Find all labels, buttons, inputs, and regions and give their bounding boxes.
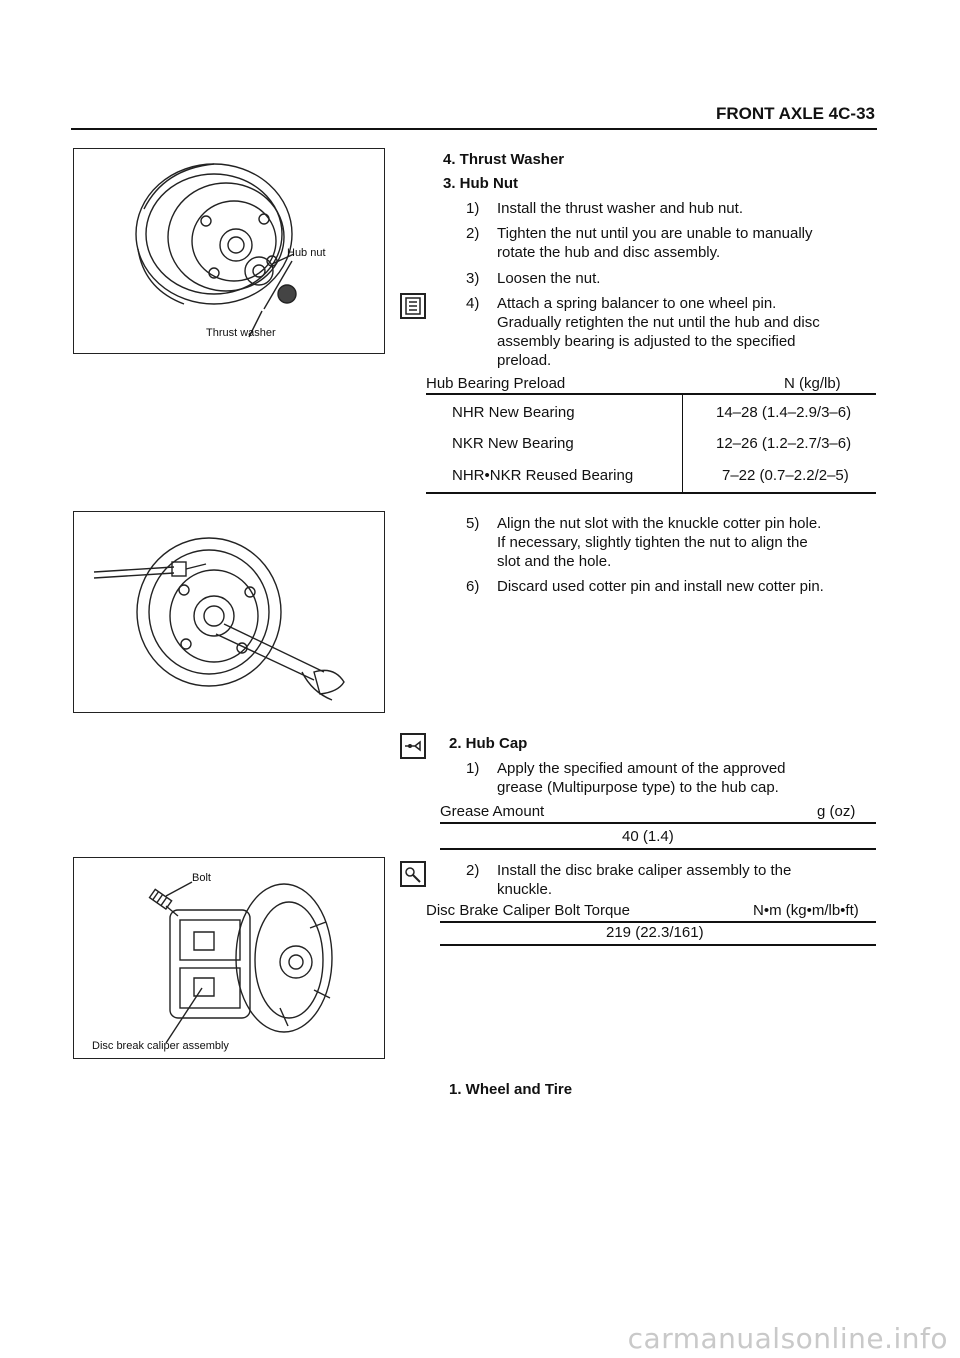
- step-num: 6): [466, 578, 480, 595]
- step-text: slot and the hole.: [497, 553, 612, 570]
- table-rule: [440, 822, 876, 824]
- label-bolt: Bolt: [192, 872, 211, 884]
- table-rule: [426, 393, 876, 395]
- step-text: Tighten the nut until you are unable to manually: [497, 225, 813, 242]
- heading-thrust-washer: 4. Thrust Washer: [443, 151, 565, 168]
- label-caliper-assembly: Disc break caliper assembly: [92, 1040, 229, 1052]
- step-text: grease (Multipurpose type) to the hub cap.: [497, 779, 779, 796]
- label-thrust-washer: Thrust washer: [206, 327, 276, 339]
- header-rule: [71, 128, 877, 130]
- figure-caliper: [73, 857, 385, 1059]
- step-text: Apply the specified amount of the approved: [497, 760, 786, 777]
- heading-wheel-and-tire: 1. Wheel and Tire: [449, 1081, 573, 1098]
- figure-hub-nut: [73, 148, 385, 354]
- step-text: assembly bearing is adjusted to the specified: [497, 333, 796, 350]
- step-text: Install the disc brake caliper assembly to the: [497, 862, 792, 879]
- torque-table-unit: N•m (kg•m/lb•ft): [753, 902, 859, 919]
- table-row-label: NHR New Bearing: [452, 404, 575, 421]
- grease-value: 40 (1.4): [622, 828, 674, 845]
- step-text: Align the nut slot with the knuckle cotter pin hole.: [497, 515, 822, 532]
- table-rule: [440, 848, 876, 850]
- step-text: Loosen the nut.: [497, 270, 601, 287]
- step-num: 1): [466, 760, 480, 777]
- step-num: 2): [466, 225, 480, 242]
- table-rule: [426, 492, 876, 494]
- step-text: Gradually retighten the nut until the hub and disc: [497, 314, 820, 331]
- table-row-value: 14–28 (1.4–2.9/3–6): [716, 404, 852, 421]
- table-row-value: 7–22 (0.7–2.2/2–5): [722, 467, 849, 484]
- page-header-title: FRONT AXLE 4C-33: [715, 104, 875, 123]
- step-num: 4): [466, 295, 480, 312]
- label-hub-nut: Hub nut: [287, 247, 326, 259]
- heading-hub-nut: 3. Hub Nut: [443, 175, 518, 192]
- preload-table-title: Hub Bearing Preload: [426, 375, 566, 392]
- step-text: knuckle.: [497, 881, 553, 898]
- step-text: Install the thrust washer and hub nut.: [497, 200, 743, 217]
- table-row-label: NHR•NKR Reused Bearing: [452, 467, 634, 484]
- step-text: Attach a spring balancer to one wheel pin.: [497, 295, 777, 312]
- step-text: preload.: [497, 352, 552, 369]
- grease-table-title: Grease Amount: [440, 803, 545, 820]
- figure-spring-balancer: [73, 511, 385, 713]
- step-num: 5): [466, 515, 480, 532]
- table-divider: [682, 395, 683, 492]
- table-row-label: NKR New Bearing: [452, 435, 574, 452]
- torque-value: 219 (22.3/161): [606, 924, 704, 941]
- torque-wrench-icon: [400, 861, 426, 887]
- step-num: 2): [466, 862, 480, 879]
- step-text: rotate the hub and disc assembly.: [497, 244, 721, 261]
- table-row-value: 12–26 (1.2–2.7/3–6): [716, 435, 852, 452]
- heading-hub-cap: 2. Hub Cap: [449, 735, 528, 752]
- preload-table-unit: N (kg/lb): [784, 375, 841, 392]
- grease-apply-icon: [400, 733, 426, 759]
- step-num: 3): [466, 270, 480, 287]
- spring-balancer-icon: [400, 293, 426, 319]
- table-rule: [440, 944, 876, 946]
- step-num: 1): [466, 200, 480, 217]
- torque-table-title: Disc Brake Caliper Bolt Torque: [426, 902, 630, 919]
- watermark: carmanualsonline.info: [627, 1322, 948, 1355]
- grease-table-unit: g (oz): [817, 803, 856, 820]
- step-text: If necessary, slightly tighten the nut to align the: [497, 534, 808, 551]
- step-text: Discard used cotter pin and install new cotter pin.: [497, 578, 824, 595]
